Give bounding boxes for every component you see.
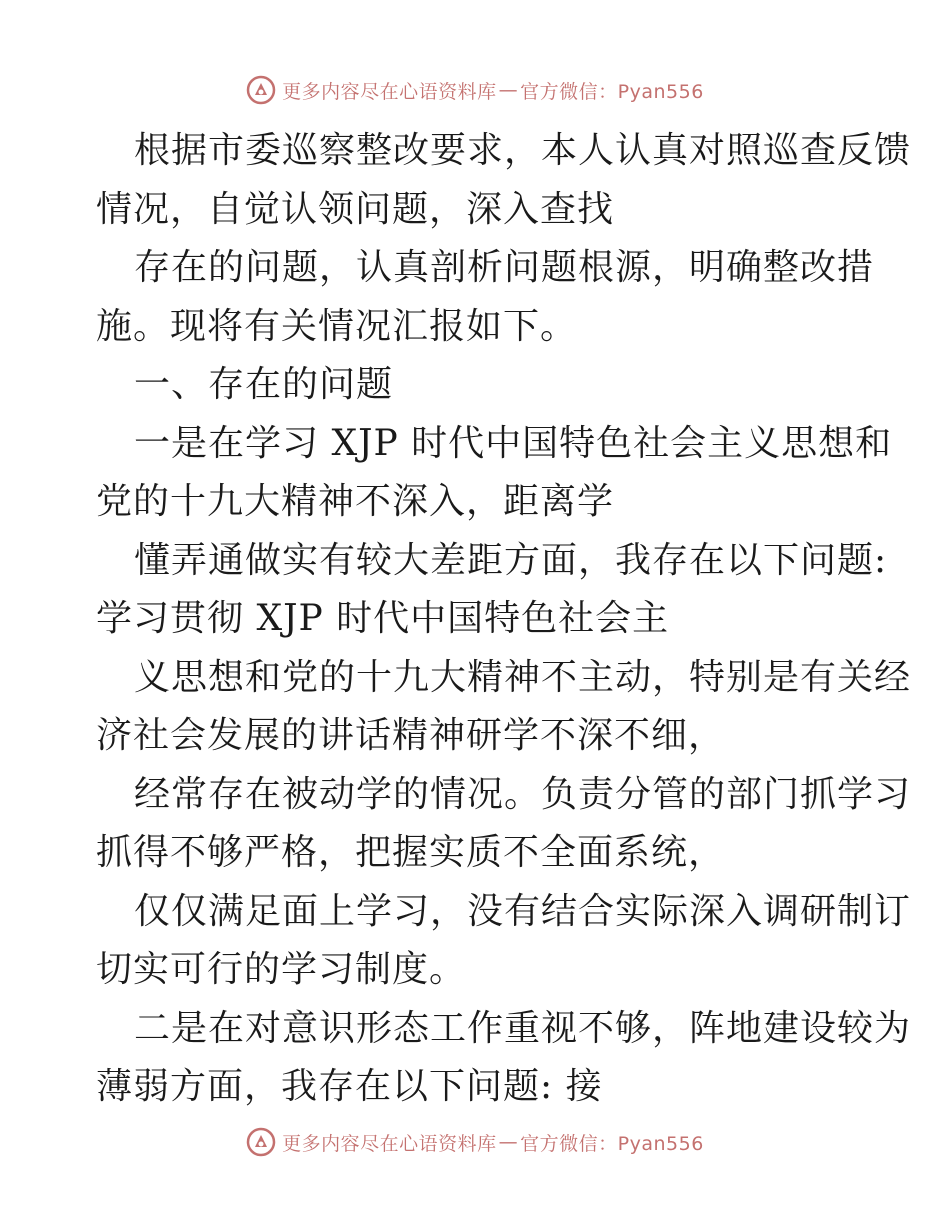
seal-logo-icon bbox=[246, 1127, 276, 1157]
watermark-separator: — bbox=[498, 79, 519, 101]
paragraph-line: 懂弄通做实有较大差距方面，我存在以下问题: bbox=[134, 539, 888, 581]
document-body bbox=[96, 122, 912, 1117]
watermark-suffix: 官方微信：Pyan556 bbox=[520, 1132, 704, 1155]
paragraph-line: 薄弱方面，我存在以下问题: 接 bbox=[96, 1066, 603, 1107]
paragraph-line: 施。现将有关情况汇报如下。 bbox=[96, 305, 578, 347]
section-heading: 一、存在的问题 bbox=[134, 364, 394, 405]
watermark-prefix: 更多内容尽在心语资料库 bbox=[282, 80, 497, 103]
paragraph-line: 党的十九大精神不深入，距离学 bbox=[96, 481, 615, 522]
paragraph-line: 学习贯彻 XJP 时代中国特色社会主 bbox=[96, 598, 670, 639]
paragraph-line: 存在的问题，认真剖析问题根源，明确整改措 bbox=[134, 247, 875, 288]
paragraph-line: 二是在对意识形态工作重视不够，阵地建设较为 bbox=[134, 1007, 912, 1049]
paragraph-line: 经常存在被动学的情况。负责分管的部门抓学习 bbox=[134, 773, 912, 815]
paragraph-line: 情况，自觉认领问题，深入查找 bbox=[96, 188, 615, 230]
watermark-suffix: 官方微信：Pyan556 bbox=[520, 80, 704, 103]
paragraph-line: 抓得不够严格，把握实质不全面系统， bbox=[96, 832, 726, 873]
paragraph-line: 义思想和党的十九大精神不主动，特别是有关经 bbox=[134, 656, 912, 698]
paragraph-line: 切实可行的学习制度。 bbox=[96, 949, 467, 990]
paragraph-line: 根据市委巡察整改要求，本人认真对照巡查反馈 bbox=[134, 130, 912, 171]
paragraph-line: 济社会发展的讲话精神研学不深不细， bbox=[96, 715, 726, 756]
seal-logo-icon bbox=[246, 75, 276, 105]
paragraph-line: 一是在学习 XJP 时代中国特色社会主义思想和 bbox=[134, 422, 893, 464]
paragraph-line: 仅仅满足面上学习，没有结合实际深入调研制订 bbox=[134, 890, 912, 932]
header-watermark bbox=[0, 70, 950, 110]
footer-watermark bbox=[0, 1122, 950, 1162]
watermark-separator: — bbox=[498, 1131, 519, 1153]
watermark-prefix: 更多内容尽在心语资料库 bbox=[282, 1132, 497, 1155]
